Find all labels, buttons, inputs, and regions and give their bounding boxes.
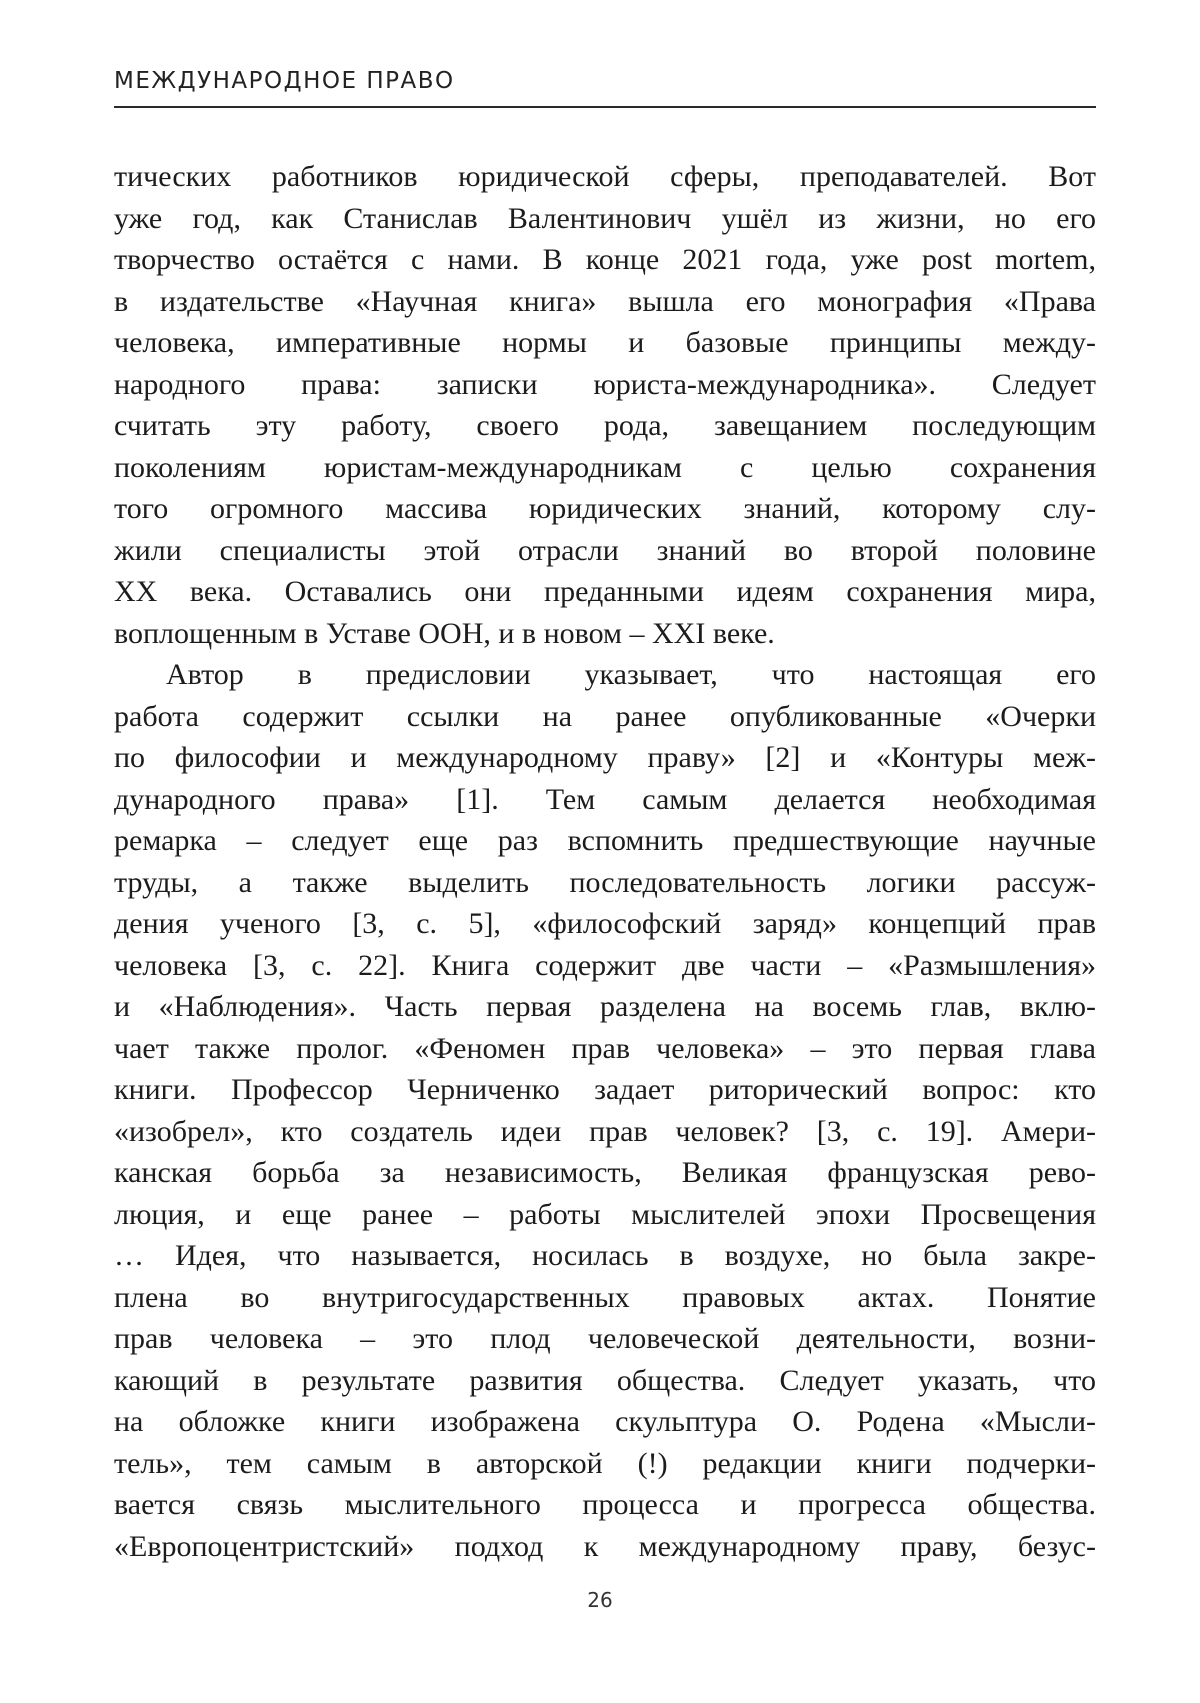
text-line: книги. Профессор Черниченко задает риторический вопрос: кто — [114, 1073, 1096, 1106]
text-line: вается связь мыслительного процесса и прогресса общества. — [114, 1488, 1096, 1521]
text-line: поколениям юристам-международникам с целью сохранения — [114, 450, 1096, 484]
paragraph-2 — [114, 654, 1096, 1567]
text-line: работа содержит ссылки на ранее опубликованные «Очерки — [114, 699, 1096, 733]
paragraph-1 — [114, 156, 1096, 654]
text-line: народного права: записки юриста-международника». Следует — [114, 367, 1096, 401]
text-line: и «Наблюдения». Часть первая разделена на восемь глав, вклю- — [114, 990, 1096, 1023]
text-line: канская борьба за независимость, Великая французская рево- — [114, 1156, 1096, 1189]
text-line: «Европоцентристский» подход к международному праву, безус- — [114, 1529, 1096, 1563]
text-line: дения ученого [3, с. 5], «философский заряд» концепций прав — [114, 907, 1096, 940]
text-line: тель», тем самым в авторской (!) редакции книги подчерки- — [114, 1446, 1096, 1480]
text-line: Автор в предисловии указывает, что настоящая его — [166, 658, 1096, 691]
text-line: считать эту работу, своего рода, завещанием последующим — [114, 409, 1096, 442]
text-line: творчество остаётся с нами. В конце 2021 года, уже post mortem, — [114, 243, 1096, 276]
text-line: прав человека – это плод человеческой деятельности, возни- — [114, 1322, 1096, 1355]
text-line: тических работников юридической сферы, преподавателей. Вот — [114, 160, 1096, 193]
text-line: того огромного массива юридических знаний, которому слу- — [114, 492, 1096, 525]
body-text — [114, 156, 1096, 1567]
text-line: человека, императивные нормы и базовые принципы между- — [114, 326, 1096, 359]
text-line: дународного права» [1]. Тем самым делается необходимая — [114, 782, 1096, 816]
text-line: XX века. Оставались они преданными идеям сохранения мира, — [114, 575, 1096, 608]
running-header-title: МЕЖДУНАРОДНОЕ ПРАВО — [114, 68, 455, 94]
text-line: люция, и еще ранее – работы мыслителей эпохи Просвещения — [114, 1197, 1096, 1231]
text-line: по философии и международному праву» [2] и «Контуры меж- — [114, 741, 1096, 774]
text-line: … Идея, что называется, носилась в воздухе, но была закре- — [114, 1239, 1096, 1272]
text-line: плена во внутригосударственных правовых актах. Понятие — [114, 1280, 1096, 1314]
text-line: человека [3, с. 22]. Книга содержит две части – «Размышления» — [114, 948, 1096, 982]
text-line: воплощенным в Уставе ООН, и в новом – XXI веке. — [114, 616, 775, 650]
text-line: чает также пролог. «Феномен прав человека» – это первая глава — [114, 1031, 1096, 1065]
text-line: жили специалисты этой отрасли знаний во второй половине — [114, 533, 1096, 567]
text-line: труды, а также выделить последовательность логики рассуж- — [114, 865, 1096, 899]
running-header — [114, 68, 1096, 108]
text-line: на обложке книги изображена скульптура О. Родена «Мысли- — [114, 1405, 1096, 1438]
text-line: уже год, как Станислав Валентинович ушёл из жизни, но его — [114, 201, 1096, 235]
text-line: «изобрел», кто создатель идеи прав человек? [3, с. 19]. Амери- — [114, 1114, 1096, 1148]
text-line: в издательстве «Научная книга» вышла его монография «Права — [114, 284, 1096, 318]
text-line: кающий в результате развития общества. Следует указать, что — [114, 1363, 1096, 1397]
page-number: 26 — [587, 1588, 613, 1612]
text-line: ремарка – следует еще раз вспомнить предшествующие научные — [114, 824, 1096, 857]
